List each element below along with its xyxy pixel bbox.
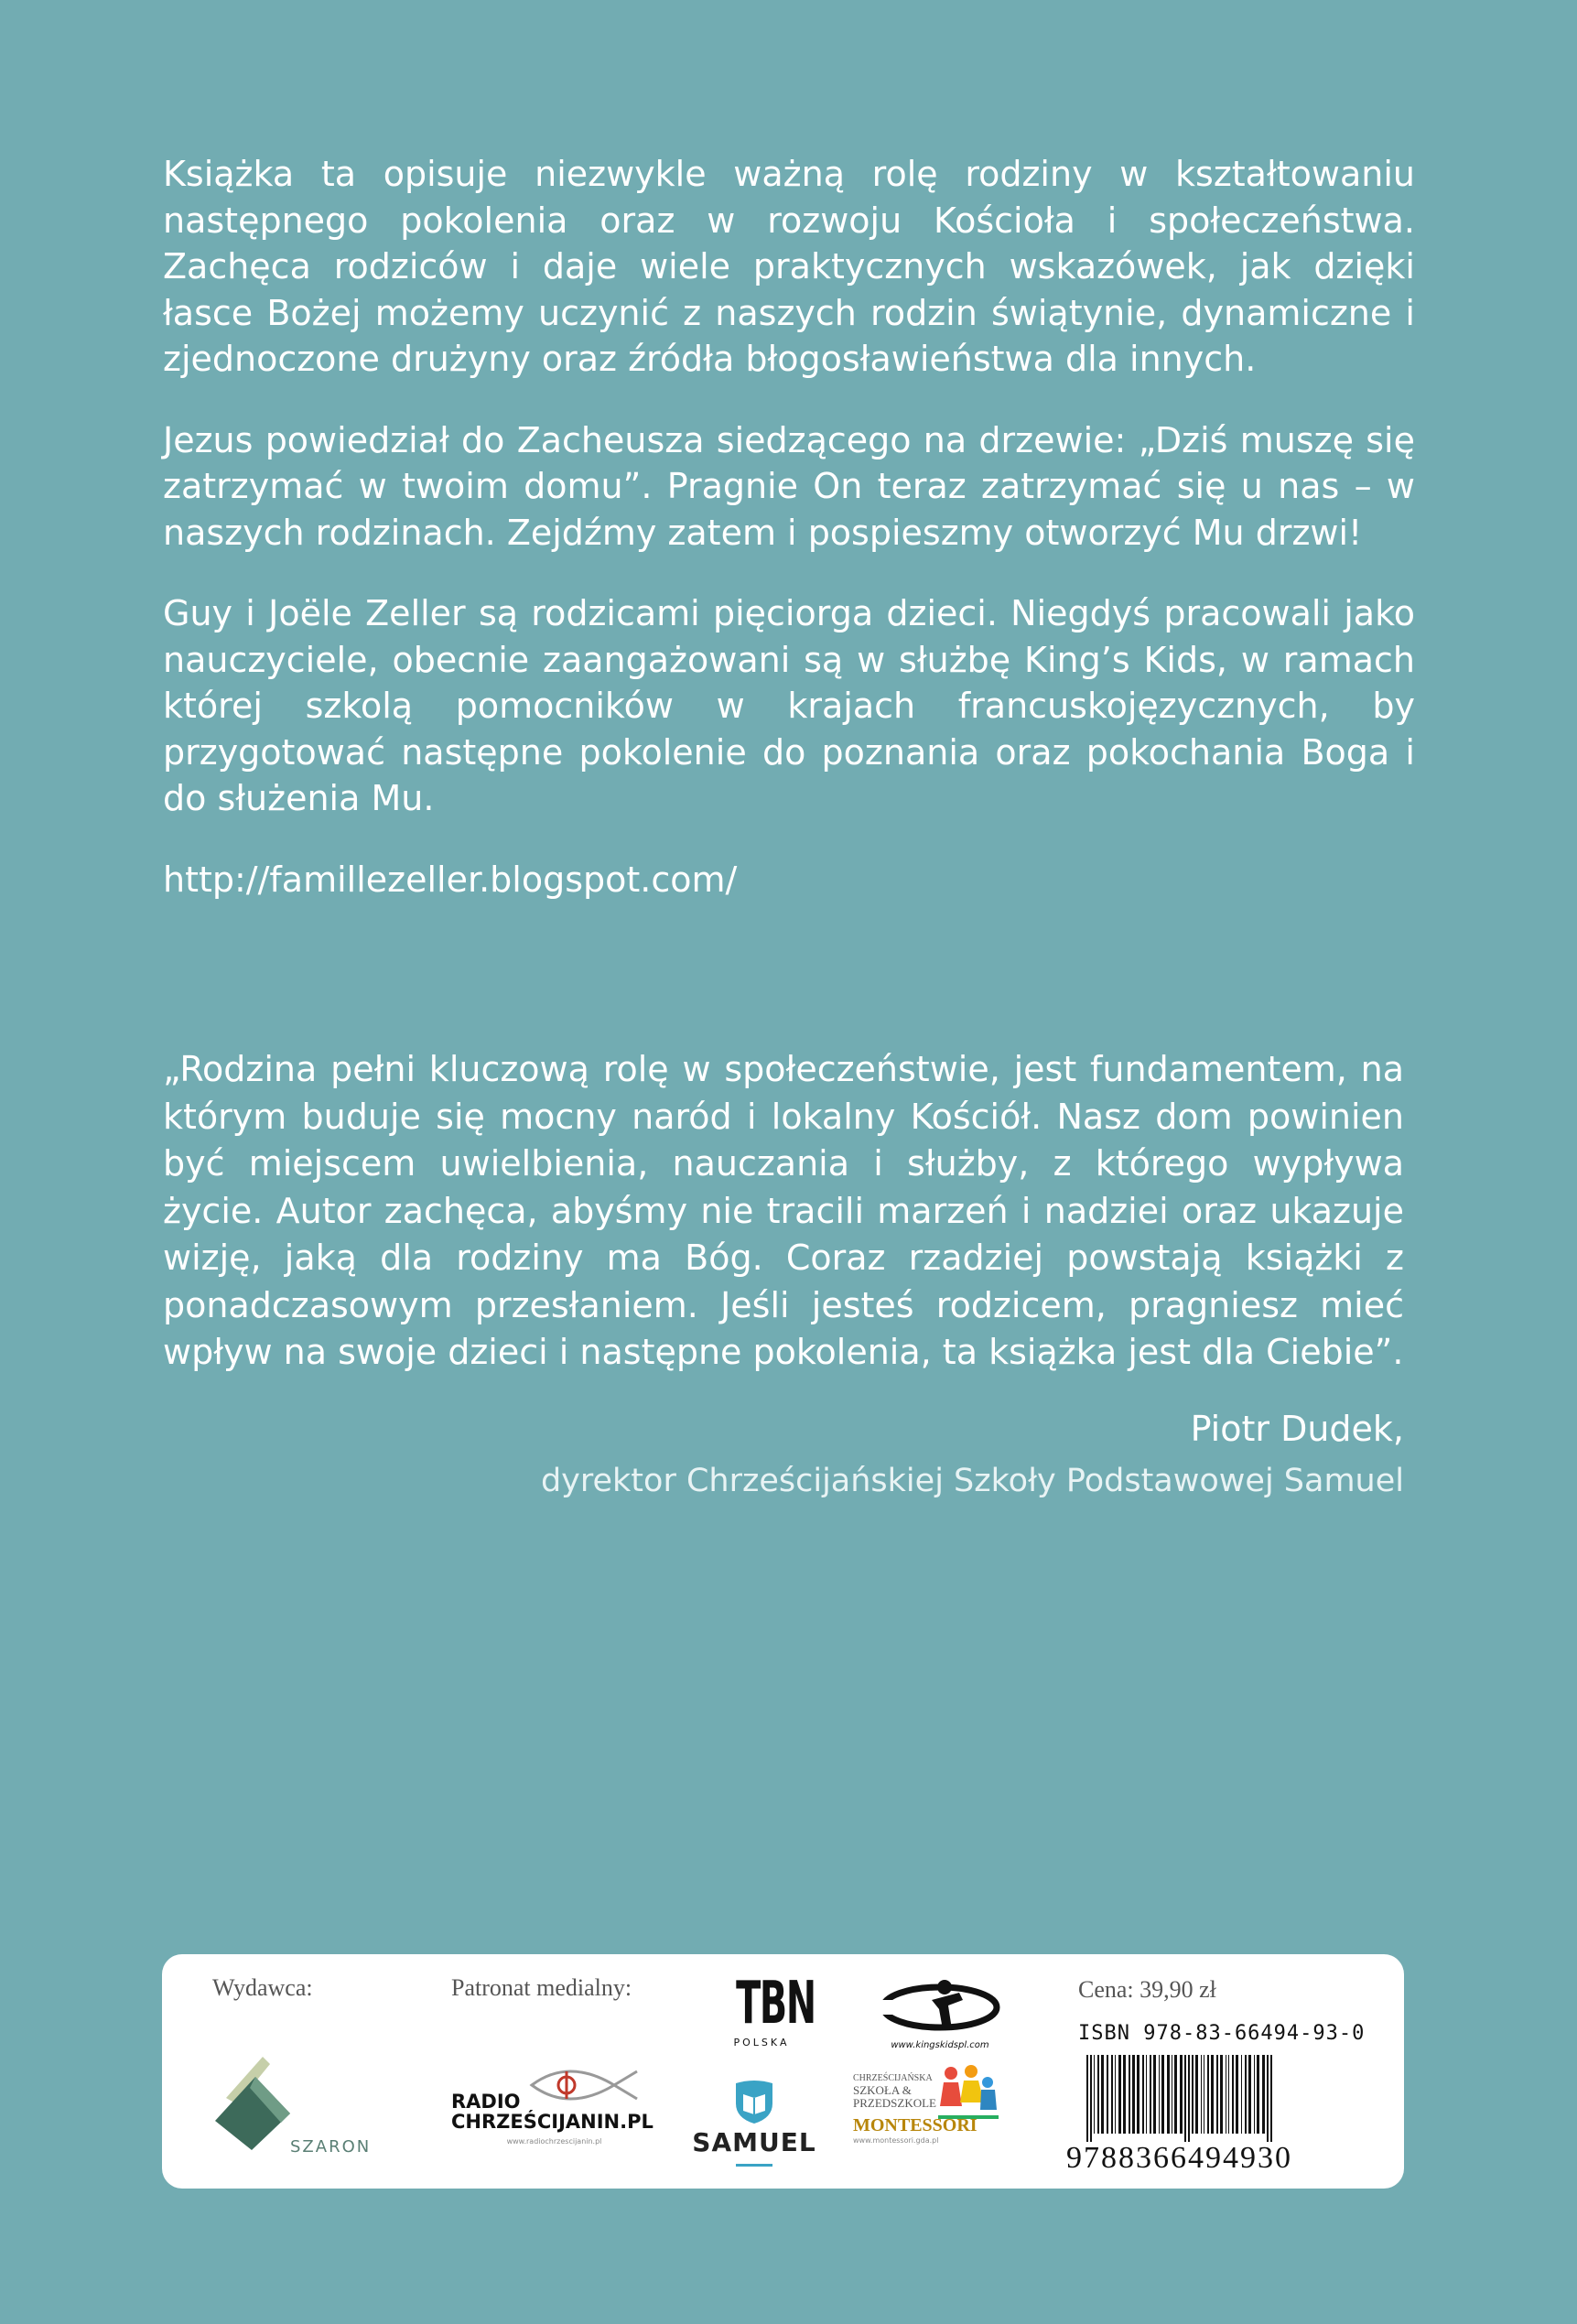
samuel-underline	[736, 2164, 772, 2167]
price: Cena: 39,90 zł	[1078, 1976, 1216, 2003]
tbn-logo	[720, 1970, 816, 2048]
kingskids-icon	[871, 1973, 1009, 2038]
publisher-panel	[162, 1954, 1404, 2189]
radio-wordmark-line1: RADIO	[451, 2091, 521, 2113]
montessori-url: www.montessori.gda.pl	[853, 2136, 939, 2145]
radio-url: www.radiochrzescijanin.pl	[506, 2137, 602, 2146]
montessori-line1: CHRZEŚCIJAŃSKA	[853, 2073, 933, 2083]
barcode	[1085, 2055, 1359, 2146]
tbn-wordmark: TBN	[736, 1970, 816, 2038]
children-icon	[931, 2062, 1004, 2123]
endorsement-author-role: dyrektor Chrześcijańskiej Szkoły Podstawowej Samuel	[540, 1463, 1404, 1499]
radio-chrzescijanin-logo	[451, 2073, 657, 2146]
isbn: ISBN 978-83-66494-93-0	[1078, 2022, 1366, 2045]
description-paragraph-1: Książka ta opisuje niezwykle ważną rolę rodziny w kształtowaniu następnego pokolenia oraz w rozwoju Kościoła i społeczeństwa. Zachęca rodziców i daje wiele praktycznych wskazówek, jak dzięki łasce Bożej możemy uczynić z naszych rodzin świątynie, dynamiczne i zjednoczone drużyny oraz źródła błogosławieństwa dla innych.	[163, 154, 1415, 379]
samuel-logo	[686, 2078, 823, 2167]
montessori-wordmark: MONTESSORI	[853, 2115, 978, 2135]
publisher-label: Wydawca:	[212, 1974, 313, 2001]
barcode-bars	[1085, 2055, 1359, 2142]
samuel-wordmark: SAMUEL	[692, 2127, 816, 2157]
description-paragraph-2: Jezus powiedział do Zacheusza siedzącego na drzewie: „Dziś muszę się zatrzymać w twoim domu”. Pragnie On teraz zatrzymać się u nas – w naszych rodzinach. Zejdźmy zatem i pospieszmy otworzyć Mu drzwi!	[163, 419, 1415, 553]
montessori-logo	[853, 2062, 1009, 2145]
endorsement-author: Piotr Dudek,	[1190, 1409, 1404, 1449]
kingskids-logo	[871, 1973, 1009, 2050]
endorsement	[163, 1046, 1404, 1377]
patron-label: Patronat medialny:	[451, 1974, 632, 2001]
barcode-digits: 9788366494930	[1066, 2141, 1292, 2175]
kingskids-url: www.kingskidspl.com	[891, 2040, 989, 2050]
montessori-line2: SZKOŁA & PRZEDSZKOLE	[853, 2083, 936, 2110]
author-blog-link[interactable]: http://famillezeller.blogspot.com/	[163, 859, 738, 900]
ichthys-icon	[513, 2062, 651, 2108]
endorsement-text: „Rodzina pełni kluczową rolę w społeczeństwie, jest fundamentem, na którym buduje się mocny naród i lokalny Kościół. Nasz dom powinien być miejscem uwielbienia, nauczania i służby, z którego wypływa życie. Autor zachęca, abyśmy nie tracili marzeń i nadziei oraz ukazuje wizję, jaką dla rodziny ma Bóg. Coraz rzadziej powstają książki z ponadczasowym przesłaniem. Jeśli jesteś rodzicem, pragniesz mieć wpływ na swoje dzieci i następne pokolenia, ta książka jest dla Ciebie”.	[163, 1049, 1404, 1372]
description	[163, 151, 1415, 903]
radio-wordmark-line2: CHRZEŚCIJANIN.PL	[451, 2111, 653, 2133]
szaron-wordmark: SZARON	[290, 2137, 372, 2156]
samuel-shield-icon	[730, 2078, 778, 2125]
author-bio: Guy i Joële Zeller są rodzicami pięciorga dzieci. Niegdyś pracowali jako nauczyciele, obecnie zaangażowani są w służbę King’s Kids, w ramach której szkolą pomocników w krajach francuskojęzycznych, by przygotować następne pokolenie do poznania oraz pokochania Boga i do służenia Mu.	[163, 593, 1415, 818]
tbn-subtitle: POLSKA	[733, 2037, 790, 2048]
